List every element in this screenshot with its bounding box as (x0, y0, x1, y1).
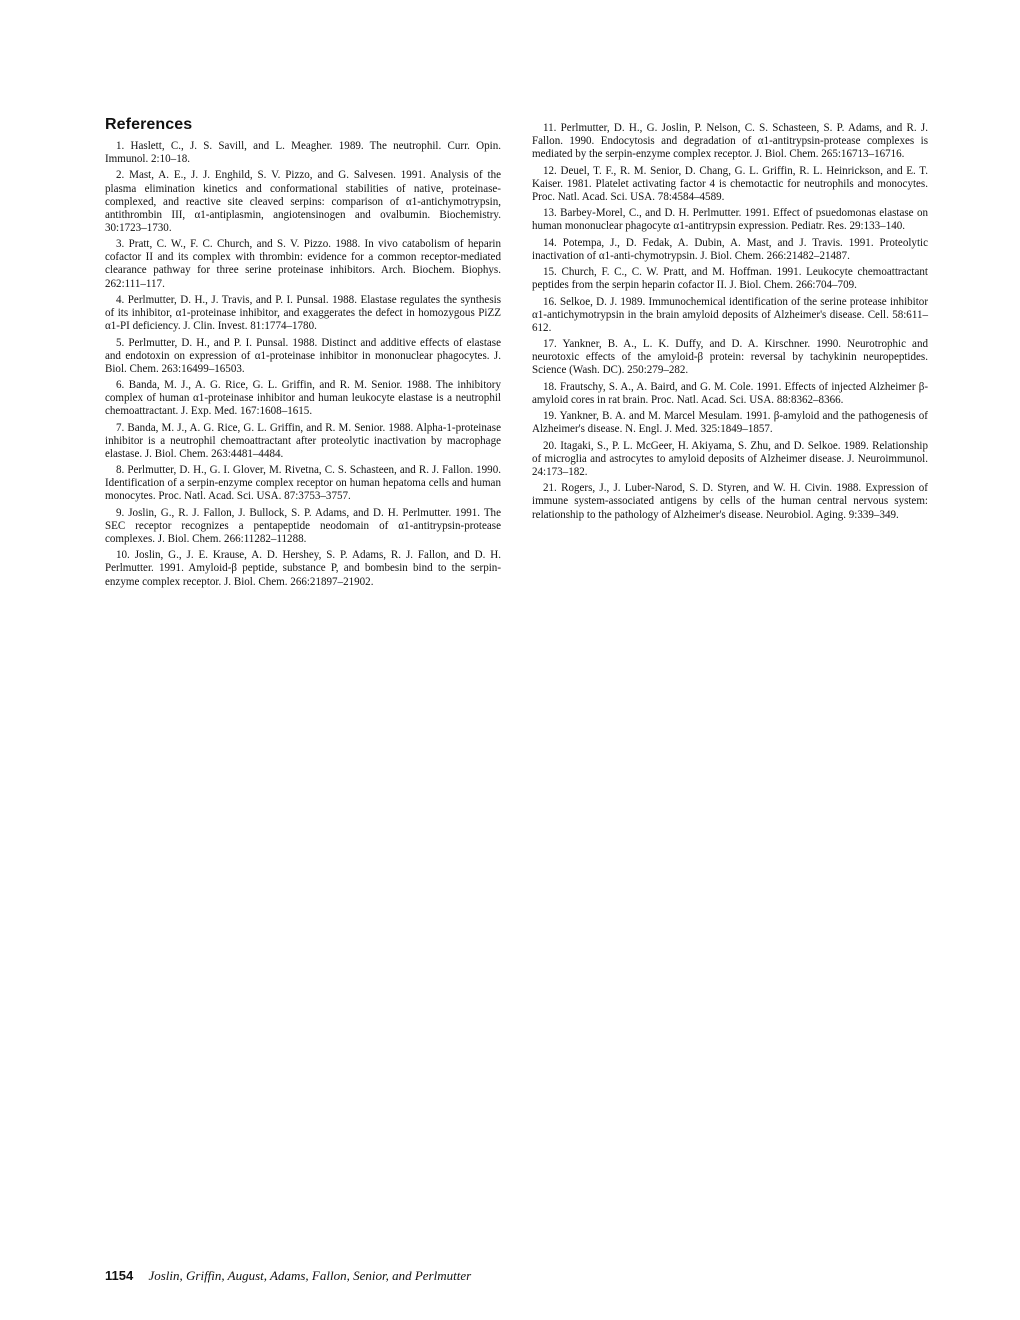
reference-item: 17. Yankner, B. A., L. K. Duffy, and D. A. Kirschner. 1990. Neurotrophic and neurotoxic effects of the amyloid-β protein: reversal by tachykinin neuropeptides. Science (Wash. DC). 250:279–282. (532, 338, 928, 377)
reference-item: 1. Haslett, C., J. S. Savill, and L. Meagher. 1989. The neutrophil. Curr. Opin. Immunol. 2:10–18. (105, 140, 501, 166)
reference-item: 5. Perlmutter, D. H., and P. I. Punsal. 1988. Distinct and additive effects of elastase and endotoxin on expression of α1-proteinase inhibitor in mononuclear phagocytes. J. Biol. Chem. 263:16499–16503. (105, 336, 501, 375)
reference-item: 2. Mast, A. E., J. J. Enghild, S. V. Pizzo, and G. Salvesen. 1991. Analysis of the plasma elimination kinetics and conformational stabilities of native, proteinase-complexed, and reactive site cleaved serpins: comparison of α1-antichymotrypsin, antithrombin III, α1-antiplasmin, angiotensinogen and ovalbumin. Biochemistry. 30:1723–1730. (105, 169, 501, 234)
reference-item: 12. Deuel, T. F., R. M. Senior, D. Chang, G. L. Griffin, R. L. Heinrickson, and E. T. Kaiser. 1981. Platelet activating factor 4 is chemotactic for neutrophils and monocytes. Proc. Natl. Acad. Sci. USA. 78:4584–4589. (532, 164, 928, 203)
reference-item: 4. Perlmutter, D. H., J. Travis, and P. I. Punsal. 1988. Elastase regulates the synthesis of its inhibitor, α1-proteinase inhibitor, and exaggerates the defect in homozygous PiZZ α1-PI deficiency. J. Clin. Invest. 81:1774–1780. (105, 293, 501, 333)
reference-item: 11. Perlmutter, D. H., G. Joslin, P. Nelson, C. S. Schasteen, S. P. Adams, and R. J. Fallon. 1990. Endocytosis and degradation of α1-antitrypsin-protease complexes is mediated by the serpin-enzyme complex receptor. J. Biol. Chem. 265:16713–16716. (532, 122, 928, 161)
running-authors: Joslin, Griffin, August, Adams, Fallon, Senior, and Perlmutter (148, 1268, 472, 1283)
reference-item: 10. Joslin, G., J. E. Krause, A. D. Hershey, S. P. Adams, R. J. Fallon, and D. H. Perlmutter. 1991. Amyloid-β peptide, substance P, and bombesin bind to the serpin-enzyme complex receptor. J. Biol. Chem. 266:21897–21902. (105, 549, 501, 588)
reference-item: 21. Rogers, J., J. Luber-Narod, S. D. Styren, and W. H. Civin. 1988. Expression of immune system-associated antigens by cells of the human central nervous system: relationship to the pathology of Alzheimer's disease. Neurobiol. Aging. 9:339–349. (532, 482, 928, 521)
reference-item: 7. Banda, M. J., A. G. Rice, G. L. Griffin, and R. M. Senior. 1988. Alpha-1-proteinase inhibitor is a neutrophil chemoattractant after proteolytic inactivation by macrophage elastase. J. Biol. Chem. 263:4481–4484. (105, 421, 501, 460)
reference-item: 18. Frautschy, S. A., A. Baird, and G. M. Cole. 1991. Effects of injected Alzheimer β-amyloid cores in rat brain. Proc. Natl. Acad. Sci. USA. 88:8362–8366. (532, 380, 928, 406)
reference-item: 16. Selkoe, D. J. 1989. Immunochemical identification of the serine protease inhibitor α1-antichymotrypsin in the brain amyloid deposits of Alzheimer's disease. Cell. 58:611–612. (532, 295, 928, 334)
reference-item: 15. Church, F. C., C. W. Pratt, and M. Hoffman. 1991. Leukocyte chemoattractant peptides from the serpin heparin cofactor II. J. Biol. Chem. 266:704–709. (532, 266, 928, 292)
reference-item: 13. Barbey-Morel, C., and D. H. Perlmutter. 1991. Effect of psuedomonas elastase on human mononuclear phagocyte α1-antitrypsin expression. Pediatr. Res. 29:133–140. (532, 207, 928, 233)
reference-item: 3. Pratt, C. W., F. C. Church, and S. V. Pizzo. 1988. In vivo catabolism of heparin cofactor II and its complex with thrombin: evidence for a common receptor-mediated clearance pathway for three serine proteinase inhibitors. Arch. Biochem. Biophys. 262:111–117. (105, 238, 501, 290)
references-column-left (105, 140, 501, 592)
reference-item: 20. Itagaki, S., P. L. McGeer, H. Akiyama, S. Zhu, and D. Selkoe. 1989. Relationship of microglia and astrocytes to amyloid deposits of Alzheimer disease. J. Neuroimmunol. 24:173–182. (532, 439, 928, 478)
page-footer (105, 1268, 471, 1284)
reference-item: 19. Yankner, B. A. and M. Marcel Mesulam. 1991. β-amyloid and the pathogenesis of Alzheimer's disease. N. Engl. J. Med. 325:1849–1857. (532, 410, 928, 436)
reference-item: 6. Banda, M. J., A. G. Rice, G. L. Griffin, and R. M. Senior. 1988. The inhibitory complex of human α1-proteinase inhibitor and human leukocyte elastase is a neutrophil chemoattractant. J. Exp. Med. 167:1608–1615. (105, 379, 501, 418)
reference-item: 8. Perlmutter, D. H., G. I. Glover, M. Rivetna, C. S. Schasteen, and R. J. Fallon. 1990. Identification of a serpin-enzyme complex receptor on human hepatoma cells and human monocytes. Proc. Natl. Acad. Sci. USA. 87:3753–3757. (105, 464, 501, 503)
page-number: 1154 (105, 1268, 134, 1283)
references-heading: References (105, 116, 193, 133)
references-column-right (532, 122, 928, 525)
reference-item: 14. Potempa, J., D. Fedak, A. Dubin, A. Mast, and J. Travis. 1991. Proteolytic inactivation of α1-anti-chymotrypsin. J. Biol. Chem. 266:21482–21487. (532, 236, 928, 262)
reference-item: 9. Joslin, G., R. J. Fallon, J. Bullock, S. P. Adams, and D. H. Perlmutter. 1991. The SEC receptor recognizes a pentapeptide neodomain of α1-antitrypsin-protease complexes. J. Biol. Chem. 266:11282–11288. (105, 506, 501, 545)
